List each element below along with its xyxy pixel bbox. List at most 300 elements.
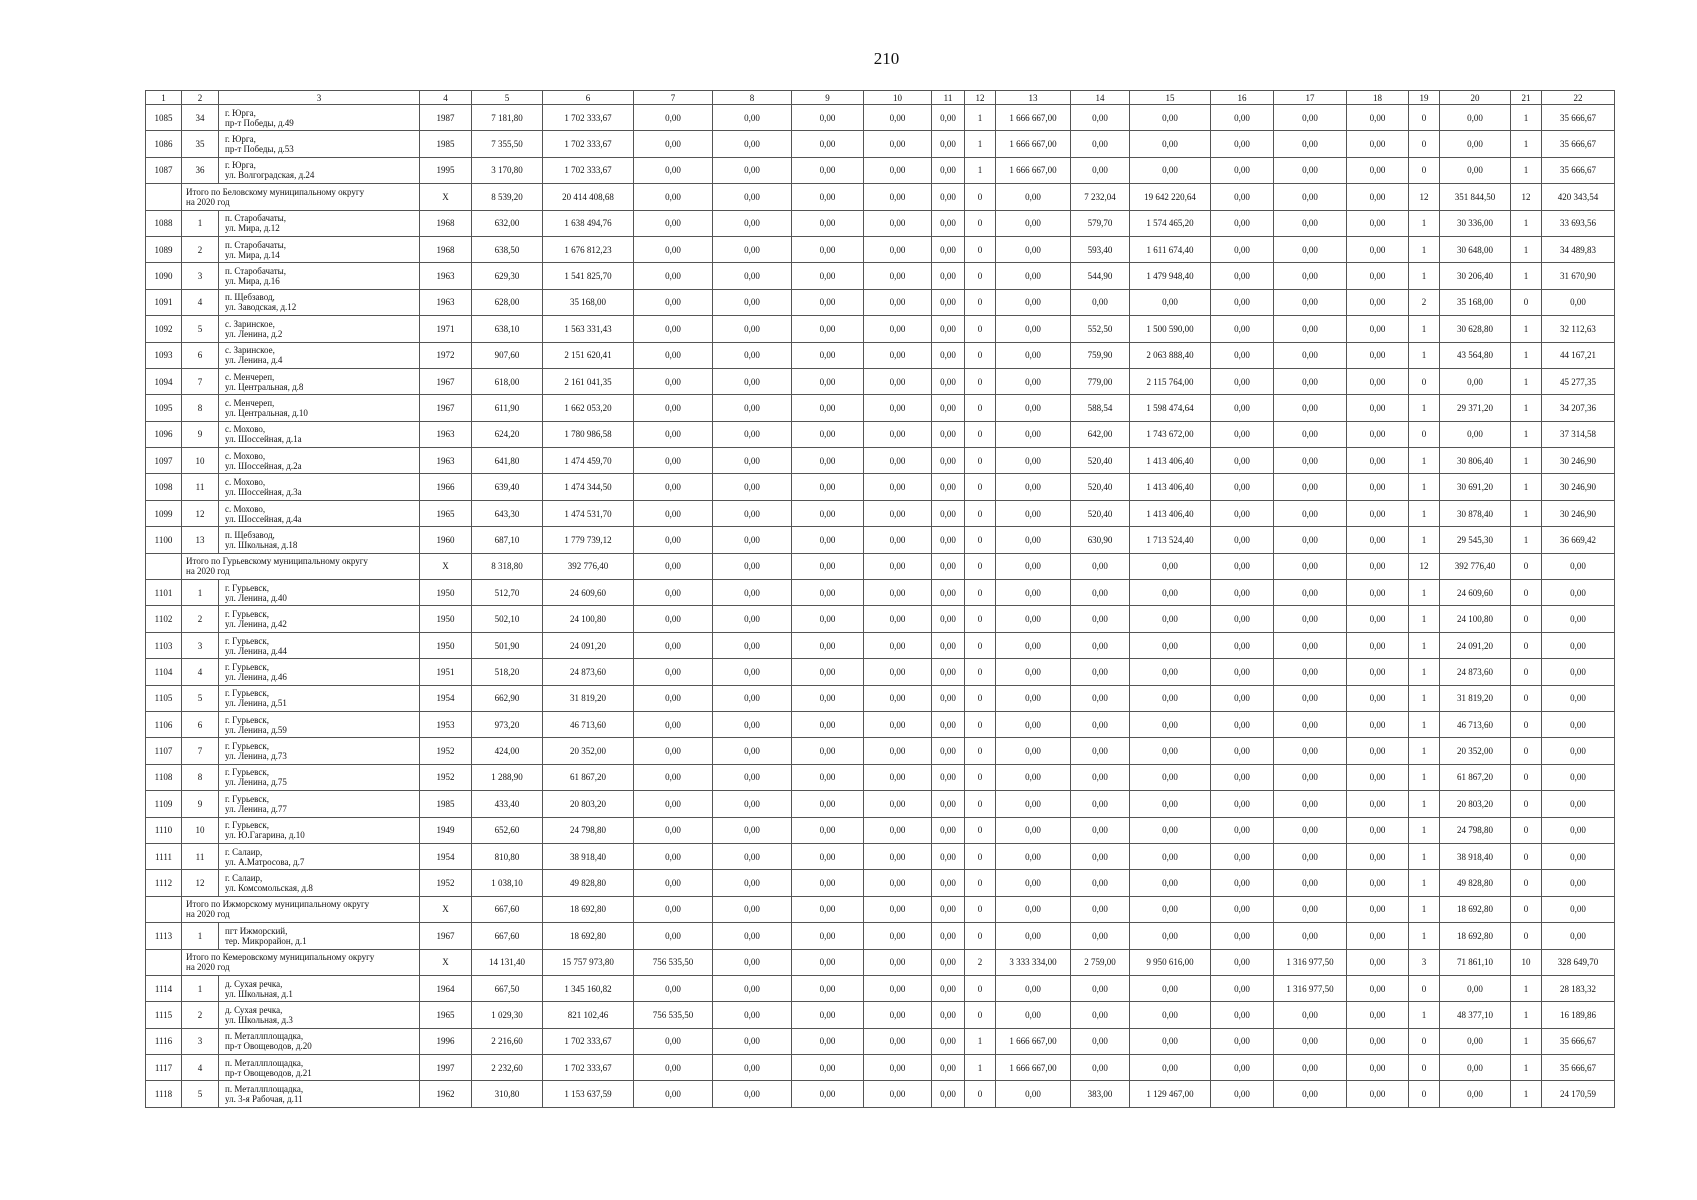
value-cell: 0	[1409, 131, 1440, 157]
value-cell: 0,00	[864, 632, 932, 658]
value-cell: 0,00	[1440, 1028, 1511, 1054]
value-cell: 24 100,80	[1440, 606, 1511, 632]
value-cell: 0,00	[1274, 896, 1347, 922]
value-cell: 1	[1409, 316, 1440, 342]
table-row	[146, 764, 1615, 790]
address-cell	[219, 316, 420, 342]
value-cell: 1953	[420, 711, 472, 737]
row-number: 1110	[146, 817, 182, 843]
value-cell: 0,00	[634, 553, 713, 579]
value-cell: 1 598 474,64	[1130, 395, 1211, 421]
row-index: 35	[182, 131, 219, 157]
value-cell: 0,00	[864, 711, 932, 737]
value-cell: 520,40	[1071, 500, 1130, 526]
value-cell: 20 352,00	[1440, 738, 1511, 764]
row-number: 1102	[146, 606, 182, 632]
value-cell: 0,00	[1347, 791, 1409, 817]
value-cell: 0,00	[1071, 553, 1130, 579]
value-cell: 0,00	[1130, 764, 1211, 790]
value-cell: 0,00	[1274, 527, 1347, 553]
value-cell: 0,00	[996, 817, 1071, 843]
row-number: 1088	[146, 210, 182, 236]
row-index: 7	[182, 368, 219, 394]
value-cell: 0,00	[634, 289, 713, 315]
value-cell: 1964	[420, 975, 472, 1001]
value-cell: 0,00	[713, 711, 792, 737]
value-cell: 1	[1511, 1028, 1542, 1054]
total-row	[146, 553, 1615, 579]
value-cell: 0,00	[996, 659, 1071, 685]
value-cell: 0	[965, 791, 996, 817]
value-cell: 0,00	[713, 1002, 792, 1028]
value-cell: 662,90	[472, 685, 543, 711]
address-cell	[219, 131, 420, 157]
value-cell: 1	[1409, 791, 1440, 817]
value-cell: 0,00	[1130, 975, 1211, 1001]
value-cell: 0,00	[864, 500, 932, 526]
value-cell: 0	[1409, 1055, 1440, 1081]
value-cell: 0,00	[996, 236, 1071, 262]
value-cell: 1 702 333,67	[543, 131, 634, 157]
value-cell: 0,00	[1347, 817, 1409, 843]
value-cell: 0,00	[792, 632, 864, 658]
address-cell	[219, 105, 420, 131]
value-cell: 0,00	[1542, 923, 1615, 949]
row-index: 12	[182, 500, 219, 526]
value-cell: 0,00	[1130, 553, 1211, 579]
value-cell: 0,00	[634, 975, 713, 1001]
value-cell: 0,00	[1071, 1028, 1130, 1054]
column-header: 19	[1409, 91, 1440, 105]
value-cell: 0,00	[1347, 580, 1409, 606]
value-cell: 0,00	[792, 685, 864, 711]
value-cell: 0,00	[1542, 896, 1615, 922]
value-cell: 0,00	[792, 1081, 864, 1107]
address-cell	[219, 817, 420, 843]
value-cell: 0	[1409, 368, 1440, 394]
value-cell: 0	[1511, 817, 1542, 843]
header-row	[146, 91, 1615, 105]
row-number: 1086	[146, 131, 182, 157]
address-line2: ул. Ленина, д.51	[225, 698, 287, 709]
address-line1: г. Гурьевск,	[225, 767, 269, 778]
value-cell: 0,00	[634, 474, 713, 500]
value-cell: 0,00	[1071, 711, 1130, 737]
value-cell: 1 666 667,00	[996, 157, 1071, 183]
value-cell: 1	[1511, 421, 1542, 447]
value-cell: 0,00	[1274, 843, 1347, 869]
total-label	[182, 553, 420, 579]
value-cell: 0,00	[634, 395, 713, 421]
address-line1: г. Гурьевск,	[225, 688, 269, 699]
value-cell: 0,00	[864, 843, 932, 869]
value-cell: 0,00	[1347, 105, 1409, 131]
row-index: 1	[182, 975, 219, 1001]
value-cell: 0,00	[713, 395, 792, 421]
table-row	[146, 368, 1615, 394]
total-label-line1: Итого по Гурьевскому муниципальному округу	[186, 556, 368, 567]
value-cell: 0,00	[1071, 1055, 1130, 1081]
value-cell: 0,00	[634, 263, 713, 289]
table-row	[146, 606, 1615, 632]
value-cell: 641,80	[472, 448, 543, 474]
value-cell: 30 878,40	[1440, 500, 1511, 526]
row-index: 2	[182, 236, 219, 262]
value-cell: 0,00	[1347, 553, 1409, 579]
row-index: 34	[182, 105, 219, 131]
table-row	[146, 685, 1615, 711]
value-cell: 0,00	[1274, 685, 1347, 711]
value-cell: 0,00	[1211, 105, 1274, 131]
value-cell: 24 170,59	[1542, 1081, 1615, 1107]
table-row	[146, 421, 1615, 447]
value-cell: 0,00	[1211, 316, 1274, 342]
address-line1: с. Заринское,	[225, 318, 275, 329]
value-cell: 31 819,20	[543, 685, 634, 711]
value-cell: 0,00	[1347, 632, 1409, 658]
value-cell: 35 666,67	[1542, 1028, 1615, 1054]
value-cell: 0,00	[1274, 791, 1347, 817]
value-cell: 0,00	[864, 105, 932, 131]
value-cell: 351 844,50	[1440, 184, 1511, 210]
value-cell: 0,00	[713, 131, 792, 157]
table-row	[146, 1028, 1615, 1054]
value-cell: 759,90	[1071, 342, 1130, 368]
address-line2: ул. Ленина, д.77	[225, 803, 287, 814]
value-cell: 1 413 406,40	[1130, 500, 1211, 526]
value-cell: 46 713,60	[1440, 711, 1511, 737]
address-cell	[219, 659, 420, 685]
value-cell: 0,00	[634, 843, 713, 869]
value-cell: 0,00	[1274, 659, 1347, 685]
value-cell: 0,00	[713, 316, 792, 342]
value-cell: 1	[1409, 711, 1440, 737]
value-cell: 30 336,00	[1440, 210, 1511, 236]
value-cell: 0	[1409, 157, 1440, 183]
value-cell: X	[420, 553, 472, 579]
value-cell: 1951	[420, 659, 472, 685]
value-cell: 0,00	[713, 105, 792, 131]
value-cell: 2 216,60	[472, 1028, 543, 1054]
address-line2: ул. Мира, д.12	[225, 223, 280, 234]
value-cell: 0,00	[1211, 580, 1274, 606]
value-cell: 0,00	[634, 685, 713, 711]
value-cell: 0,00	[1130, 1028, 1211, 1054]
value-cell: 0,00	[792, 131, 864, 157]
value-cell: 1 153 637,59	[543, 1081, 634, 1107]
value-cell: 1 574 465,20	[1130, 210, 1211, 236]
value-cell: 0,00	[1211, 395, 1274, 421]
value-cell: X	[420, 184, 472, 210]
table-row	[146, 395, 1615, 421]
value-cell: 907,60	[472, 342, 543, 368]
value-cell: 667,50	[472, 975, 543, 1001]
value-cell: 0	[965, 553, 996, 579]
value-cell: 1949	[420, 817, 472, 843]
value-cell: 639,40	[472, 474, 543, 500]
value-cell: 0,00	[1211, 870, 1274, 896]
value-cell: 0,00	[1211, 685, 1274, 711]
total-label	[182, 896, 420, 922]
value-cell: 32 112,63	[1542, 316, 1615, 342]
value-cell: 7 232,04	[1071, 184, 1130, 210]
value-cell: 0,00	[1347, 896, 1409, 922]
value-cell: 1 029,30	[472, 1002, 543, 1028]
column-header: 2	[182, 91, 219, 105]
address-line2: ул. А.Матросова, д.7	[225, 856, 305, 867]
value-cell: 0,00	[1211, 527, 1274, 553]
value-cell: 0,00	[1211, 184, 1274, 210]
value-cell: 0,00	[634, 606, 713, 632]
value-cell: 0,00	[1274, 1055, 1347, 1081]
row-index: 5	[182, 316, 219, 342]
value-cell: 0,00	[864, 395, 932, 421]
value-cell: 1963	[420, 448, 472, 474]
value-cell: 0,00	[1130, 105, 1211, 131]
value-cell: 0,00	[713, 606, 792, 632]
value-cell: 0,00	[713, 157, 792, 183]
value-cell: 1 780 986,58	[543, 421, 634, 447]
value-cell: 45 277,35	[1542, 368, 1615, 394]
value-cell: 0,00	[864, 685, 932, 711]
value-cell: 2 161 041,35	[543, 368, 634, 394]
value-cell: 0,00	[1071, 975, 1130, 1001]
value-cell: 35 666,67	[1542, 157, 1615, 183]
value-cell: 1	[1409, 817, 1440, 843]
value-cell: 0,00	[1440, 421, 1511, 447]
row-number: 1115	[146, 1002, 182, 1028]
value-cell: 0,00	[932, 421, 965, 447]
value-cell: 0,00	[864, 474, 932, 500]
value-cell: 0,00	[634, 105, 713, 131]
value-cell: 0,00	[996, 923, 1071, 949]
cell-empty	[146, 949, 182, 975]
value-cell: 0,00	[864, 923, 932, 949]
value-cell: 0,00	[996, 685, 1071, 711]
value-cell: 19 642 220,64	[1130, 184, 1211, 210]
value-cell: 0,00	[634, 236, 713, 262]
value-cell: 0,00	[713, 553, 792, 579]
total-label	[182, 949, 420, 975]
address-cell	[219, 395, 420, 421]
value-cell: 0,00	[1274, 738, 1347, 764]
value-cell: 1	[1511, 1002, 1542, 1028]
value-cell: 0	[965, 448, 996, 474]
row-index: 11	[182, 474, 219, 500]
value-cell: 1	[965, 105, 996, 131]
value-cell: 1	[1409, 870, 1440, 896]
row-index: 9	[182, 791, 219, 817]
table-row	[146, 263, 1615, 289]
value-cell: 24 100,80	[543, 606, 634, 632]
value-cell: 0,00	[1274, 870, 1347, 896]
value-cell: 756 535,50	[634, 949, 713, 975]
row-index: 10	[182, 817, 219, 843]
value-cell: 0,00	[996, 527, 1071, 553]
value-cell: 0,00	[1347, 1002, 1409, 1028]
value-cell: 0,00	[1542, 711, 1615, 737]
value-cell: 30 246,90	[1542, 474, 1615, 500]
row-number: 1093	[146, 342, 182, 368]
value-cell: 0,00	[1274, 474, 1347, 500]
value-cell: 0,00	[1130, 791, 1211, 817]
row-number: 1103	[146, 632, 182, 658]
value-cell: 0	[965, 975, 996, 1001]
row-number: 1107	[146, 738, 182, 764]
value-cell: 624,20	[472, 421, 543, 447]
table-row	[146, 448, 1615, 474]
value-cell: 1	[1511, 342, 1542, 368]
value-cell: 0,00	[1130, 738, 1211, 764]
value-cell: 0,00	[932, 975, 965, 1001]
address-cell	[219, 210, 420, 236]
value-cell: 0,00	[1347, 738, 1409, 764]
column-header: 3	[219, 91, 420, 105]
value-cell: 1985	[420, 791, 472, 817]
value-cell: 3 170,80	[472, 157, 543, 183]
row-number: 1116	[146, 1028, 182, 1054]
table-row	[146, 105, 1615, 131]
value-cell: 0,00	[1542, 870, 1615, 896]
value-cell: 1972	[420, 342, 472, 368]
value-cell: 0,00	[792, 289, 864, 315]
column-header: 10	[864, 91, 932, 105]
address-line2: ул. Ленина, д.44	[225, 645, 287, 656]
value-cell: 0,00	[932, 843, 965, 869]
address-cell	[219, 263, 420, 289]
value-cell: 0,00	[634, 659, 713, 685]
value-cell: 0,00	[932, 184, 965, 210]
value-cell: 1 743 672,00	[1130, 421, 1211, 447]
value-cell: 1	[1409, 527, 1440, 553]
address-line2: пр-т Победы, д.53	[225, 144, 294, 155]
table-row	[146, 236, 1615, 262]
address-line1: г. Гурьевск,	[225, 609, 269, 620]
value-cell: 0,00	[932, 791, 965, 817]
value-cell: 0	[1511, 923, 1542, 949]
value-cell: 0,00	[1274, 342, 1347, 368]
address-cell	[219, 606, 420, 632]
value-cell: 1	[1409, 342, 1440, 368]
value-cell: 611,90	[472, 395, 543, 421]
address-line2: ул. Шоссейная, д.4а	[225, 513, 302, 524]
address-line1: п. Металлплощадка,	[225, 1084, 304, 1095]
value-cell: 0,00	[713, 1055, 792, 1081]
value-cell: 0,00	[1071, 659, 1130, 685]
value-cell: 0,00	[634, 500, 713, 526]
value-cell: 0,00	[1211, 236, 1274, 262]
value-cell: 0,00	[996, 632, 1071, 658]
address-line1: с. Мохово,	[225, 424, 266, 435]
row-number: 1118	[146, 1081, 182, 1107]
value-cell: 0,00	[996, 342, 1071, 368]
value-cell: 0,00	[792, 738, 864, 764]
value-cell: 0	[965, 527, 996, 553]
value-cell: 2	[965, 949, 996, 975]
value-cell: 0,00	[713, 659, 792, 685]
value-cell: 0,00	[792, 236, 864, 262]
address-line2: ул. Школьная, д.18	[225, 539, 298, 550]
value-cell: 0	[965, 1081, 996, 1107]
value-cell: 3	[1409, 949, 1440, 975]
value-cell: 1996	[420, 1028, 472, 1054]
value-cell: 1952	[420, 738, 472, 764]
row-index: 7	[182, 738, 219, 764]
value-cell: 35 666,67	[1542, 105, 1615, 131]
value-cell: 0,00	[1130, 1055, 1211, 1081]
address-line1: п. Щебзавод,	[225, 292, 275, 303]
value-cell: 0,00	[713, 870, 792, 896]
value-cell: 0	[1511, 553, 1542, 579]
row-number: 1092	[146, 316, 182, 342]
value-cell: 0,00	[713, 184, 792, 210]
address-cell	[219, 870, 420, 896]
value-cell: 0,00	[792, 580, 864, 606]
value-cell: 0,00	[1274, 500, 1347, 526]
address-cell	[219, 1028, 420, 1054]
value-cell: 667,60	[472, 923, 543, 949]
value-cell: 1	[965, 131, 996, 157]
address-cell	[219, 236, 420, 262]
cell-empty	[146, 896, 182, 922]
value-cell: 579,70	[1071, 210, 1130, 236]
table-row	[146, 843, 1615, 869]
value-cell: 0,00	[634, 1055, 713, 1081]
value-cell: 0,00	[1130, 1002, 1211, 1028]
value-cell: 1 413 406,40	[1130, 474, 1211, 500]
address-line1: г. Гурьевск,	[225, 661, 269, 672]
value-cell: 0,00	[932, 236, 965, 262]
value-cell: 37 314,58	[1542, 421, 1615, 447]
value-cell: 0,00	[1542, 289, 1615, 315]
value-cell: 0,00	[1347, 236, 1409, 262]
value-cell: 1	[1511, 236, 1542, 262]
value-cell: 0	[1511, 711, 1542, 737]
value-cell: 0,00	[1347, 870, 1409, 896]
value-cell: 588,54	[1071, 395, 1130, 421]
value-cell: 0,00	[1542, 685, 1615, 711]
address-cell	[219, 764, 420, 790]
value-cell: 0,00	[864, 236, 932, 262]
value-cell: X	[420, 896, 472, 922]
table-row	[146, 791, 1615, 817]
total-label-line2: на 2020 год	[186, 566, 230, 577]
value-cell: 1	[965, 1055, 996, 1081]
value-cell: 0,00	[864, 289, 932, 315]
value-cell: 35 666,67	[1542, 1055, 1615, 1081]
value-cell: 0,00	[864, 157, 932, 183]
row-number: 1100	[146, 527, 182, 553]
value-cell: 1	[1409, 236, 1440, 262]
row-number: 1085	[146, 105, 182, 131]
value-cell: 0,00	[792, 448, 864, 474]
value-cell: 0,00	[1542, 580, 1615, 606]
row-number: 1106	[146, 711, 182, 737]
value-cell: 0,00	[1347, 316, 1409, 342]
table-row	[146, 131, 1615, 157]
value-cell: 0,00	[996, 738, 1071, 764]
value-cell: 420 343,54	[1542, 184, 1615, 210]
value-cell: 0	[1511, 896, 1542, 922]
value-cell: 0,00	[713, 1028, 792, 1054]
value-cell: 1985	[420, 131, 472, 157]
value-cell: 0,00	[713, 949, 792, 975]
page-number: 210	[873, 49, 900, 68]
address-line2: ул. Ю.Гагарина, д.10	[225, 830, 305, 841]
value-cell: 0,00	[932, 448, 965, 474]
value-cell: 0	[965, 500, 996, 526]
value-cell: 0,00	[1440, 368, 1511, 394]
